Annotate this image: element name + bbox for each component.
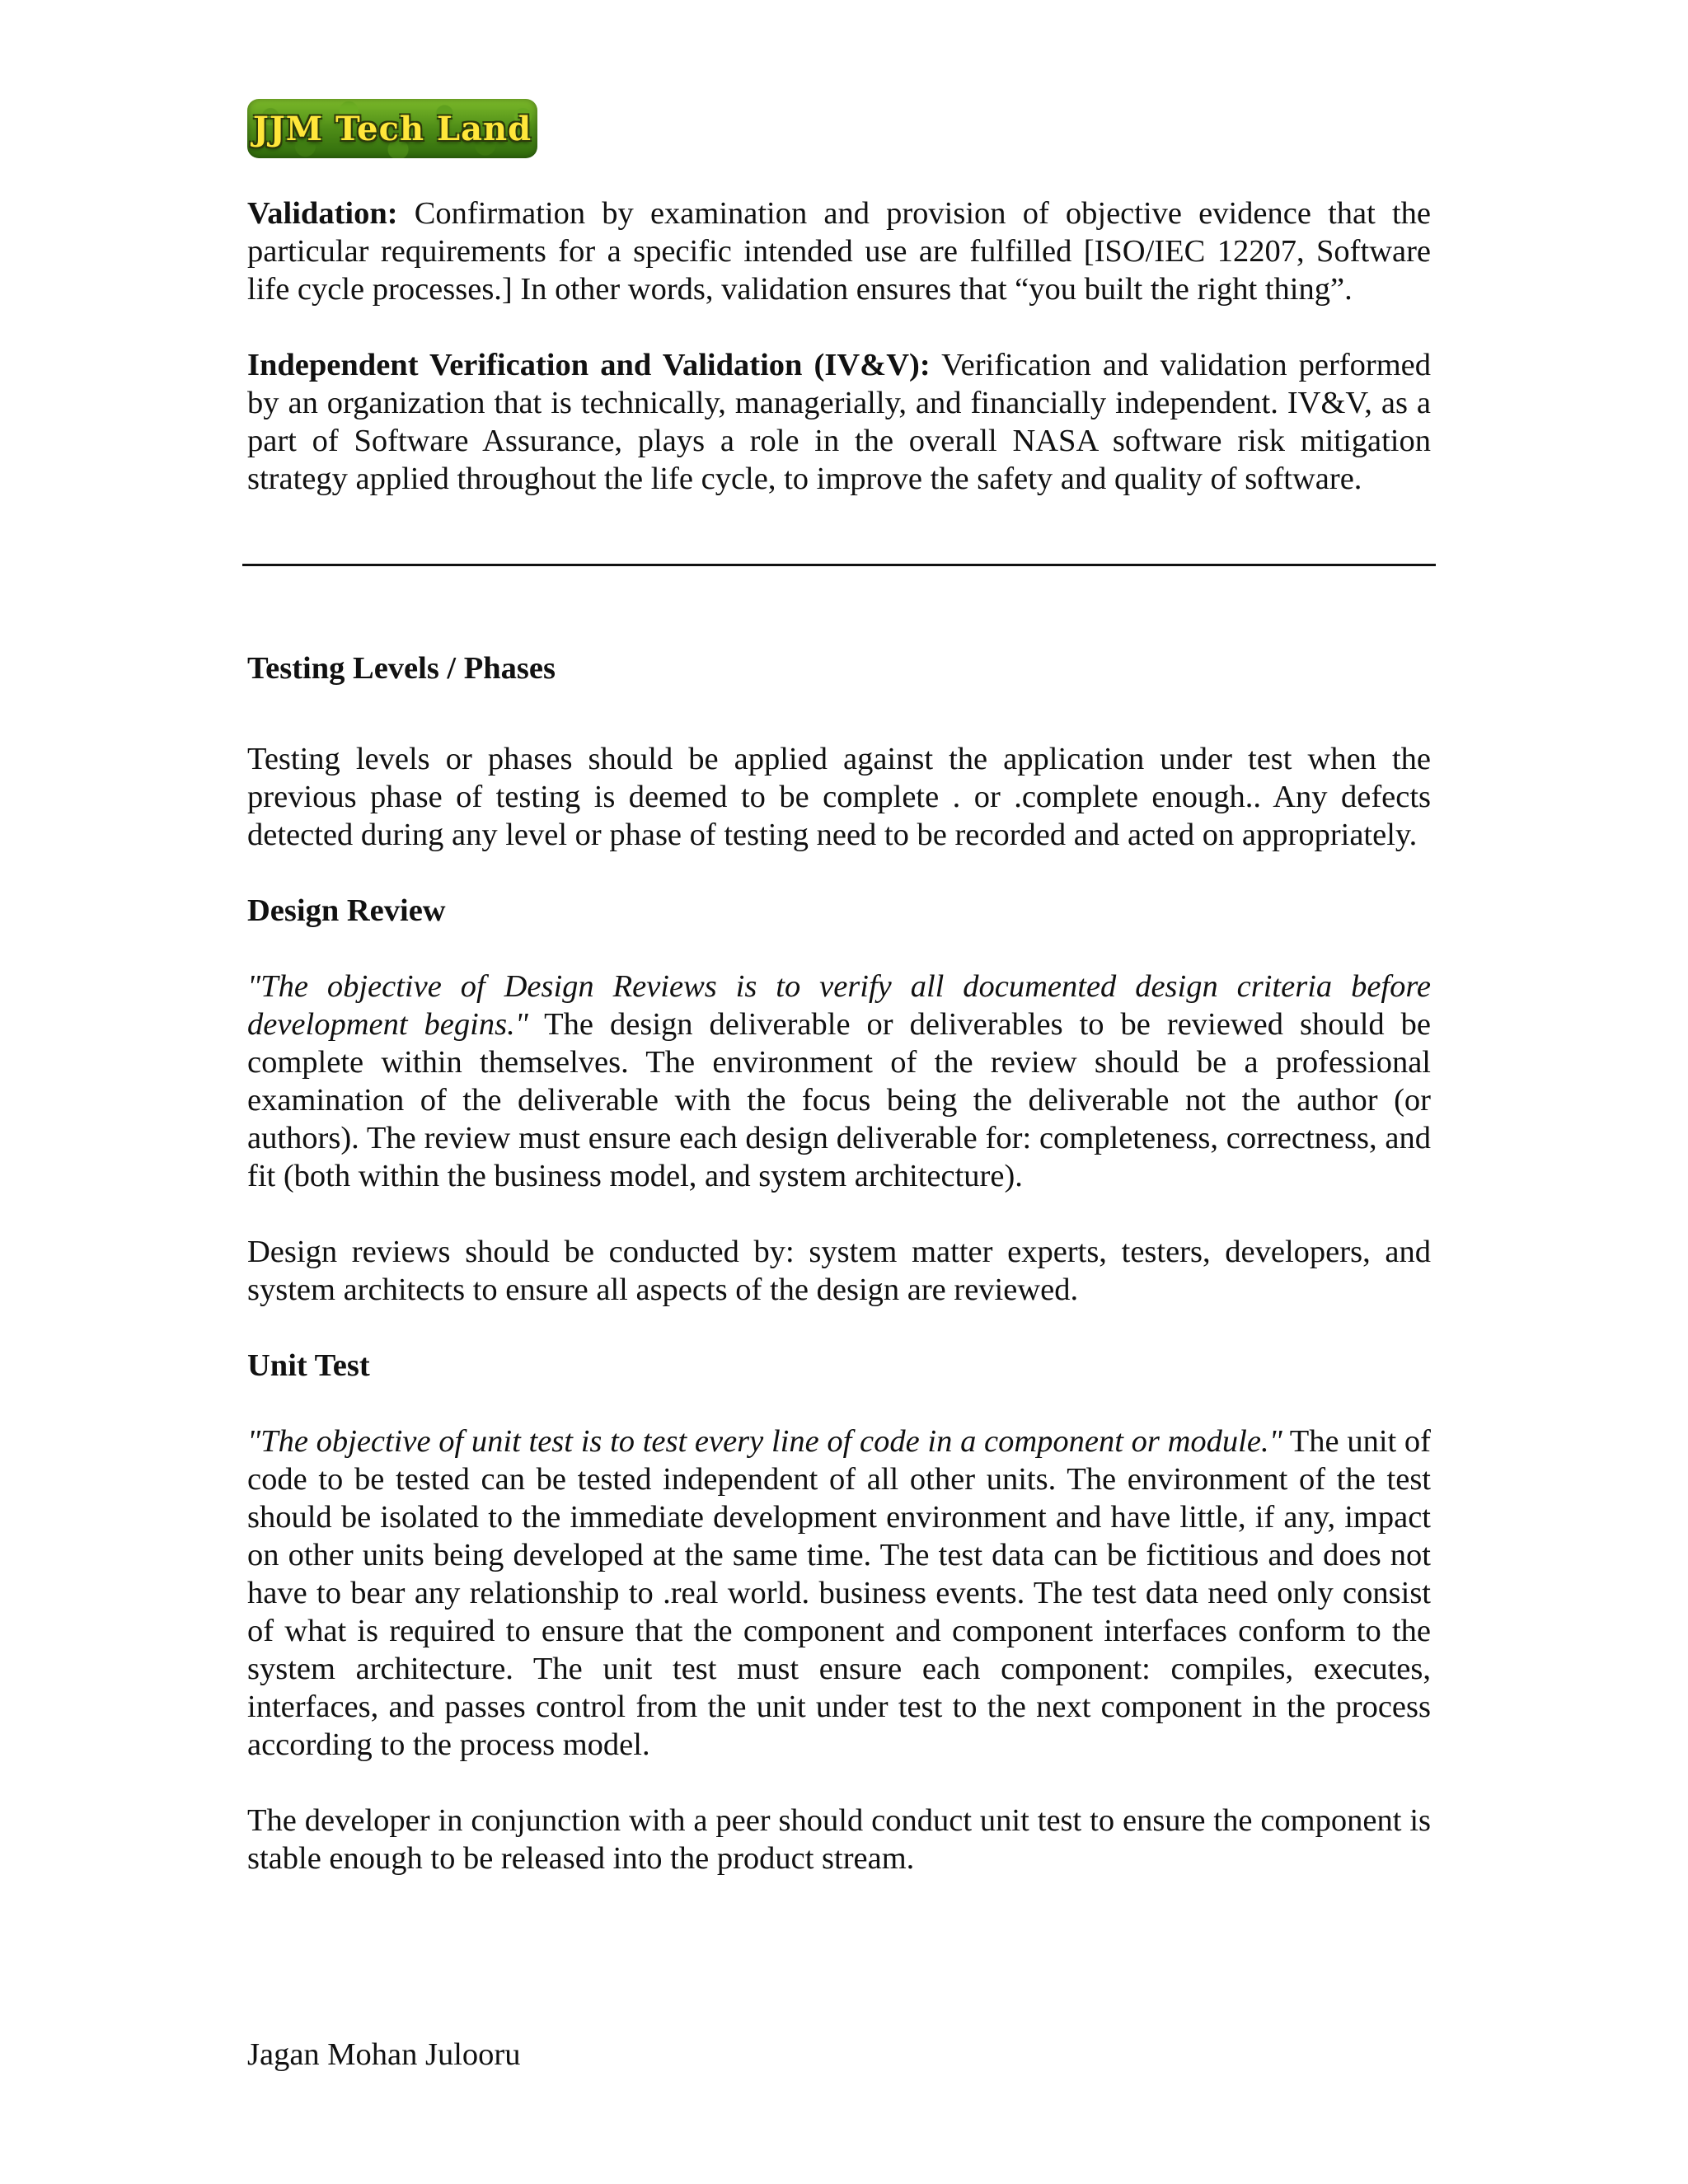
spacer <box>247 1309 1431 1347</box>
validation-text: Confirmation by examination and provision of objective evidence that the particular requirements for a specific intended use are fulfilled [ISO/IEC 12207, Software life cycle processes.] In other words, validation ensures that “you built the right thing”. <box>247 196 1431 307</box>
jjm-tech-land-logo <box>247 99 537 158</box>
unit-test-paragraph-2: The developer in conjunction with a peer should conduct unit test to ensure the component is stable enough to be released into the product stream. <box>247 1803 1431 1876</box>
spacer <box>247 308 1431 346</box>
design-review-quote: "The objective of Design Reviews is to verify all documented design criteria before development begins." <box>247 969 1431 1042</box>
design-review-paragraph <box>247 968 1431 1195</box>
ivv-text: Verification and validation performed by an organization that is technically, managerially, and financially independent. IV&V, as a part of Software Assurance, plays a role in the overall NASA software risk mitigation strategy applied throughout the life cycle, to improve the safety and quality of software. <box>247 348 1432 496</box>
validation-paragraph <box>247 194 1431 308</box>
unit-test-quote: "The objective of unit test is to test every line of code in a component or module." <box>247 1424 1282 1459</box>
spacer <box>247 930 1431 968</box>
unit-test-paragraph <box>247 1422 1431 1764</box>
design-review-paragraph-2: Design reviews should be conducted by: system matter experts, testers, developers, and system architects to ensure all aspects of the design are reviewed. <box>247 1235 1431 1307</box>
spacer <box>247 854 1431 892</box>
ivv-term: Independent Verification and Validation (IV&V): <box>247 348 931 382</box>
spacer <box>247 1195 1431 1233</box>
logo-text: JJM Tech Land <box>252 109 532 148</box>
spacer <box>247 687 1431 725</box>
testing-levels-heading: Testing Levels / Phases <box>247 651 556 686</box>
validation-term: Validation: <box>247 196 398 231</box>
section-divider <box>247 498 1431 649</box>
ivv-paragraph <box>247 346 1431 498</box>
footer-author: Jagan Mohan Julooru <box>247 2037 521 2072</box>
document-body <box>247 194 1431 1877</box>
spacer <box>247 1764 1431 1802</box>
design-review-heading: Design Review <box>247 893 446 928</box>
spacer <box>247 1385 1431 1422</box>
unit-test-text: The unit of code to be tested can be tested independent of all other units. The environment of the test should be isolated to the immediate development environment and have little, if any, impact on other units being developed at the same time. The test data can be fictitious and does not have to bear any relationship to .real world. business events. The test data need only consist of what is required to ensure that the component and component interfaces conform to the system architecture. The unit test must ensure each component: compiles, executes, interfaces, and passes control from the unit under test to the next component in the process according to the process model. <box>247 1424 1431 1762</box>
design-review-text: The design deliverable or deliverables to be reviewed should be complete within themselves. The environment of the review should be a professional examination of the deliverable with the focus being the deliverable not the author (or authors). The review must ensure each design deliverable for: completeness, correctness, and fit (both within the business model, and system architecture). <box>247 1007 1431 1193</box>
unit-test-heading: Unit Test <box>247 1348 370 1383</box>
testing-levels-paragraph: Testing levels or phases should be applied against the application under test when the previous phase of testing is deemed to be complete . or .complete enough.. Any defects detected during any level or phase of testing need to be recorded and acted on appropriately. <box>247 742 1431 852</box>
horizontal-rule <box>242 564 1436 566</box>
